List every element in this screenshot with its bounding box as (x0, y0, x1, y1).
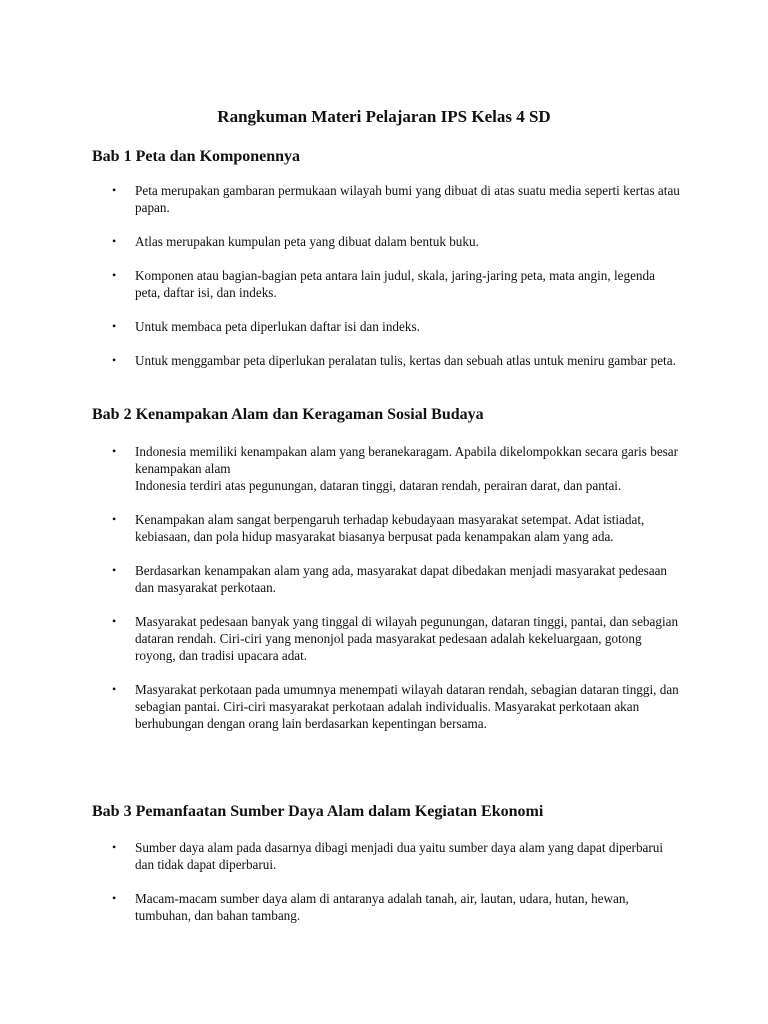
list-item-text: Masyarakat perkotaan pada umumnya menempati wilayah dataran rendah, sebagian dataran tinggi, dan sebagian pantai. Ciri-ciri masyarakat perkotaan adalah individualis. Masyarakat perkotaan akan berhubungan dengan orang lain berdasarkan kepentingan bersama. (135, 682, 679, 731)
list-item-text: Sumber daya alam pada dasarnya dibagi menjadi dua yaitu sumber daya alam yang dapat diperbarui dan tidak dapat diperbarui. (135, 840, 664, 872)
list-item (92, 352, 682, 369)
chapter-3-list (92, 839, 682, 924)
bullet-icon: • (112, 614, 117, 628)
bullet-icon: • (112, 183, 117, 197)
chapter-heading-2: Bab 2 Kenampakan Alam dan Keragaman Sosial Budaya (92, 406, 484, 423)
bullet-icon: • (112, 234, 117, 248)
list-item (92, 511, 682, 545)
list-item-text: Peta merupakan gambaran permukaan wilayah bumi yang dibuat di atas suatu media seperti kertas atau papan. (135, 183, 680, 215)
list-item-text: Berdasarkan kenampakan alam yang ada, masyarakat dapat dibedakan menjadi masyarakat pedesaan dan masyarakat perkotaan. (135, 563, 668, 595)
list-item-text: Masyarakat pedesaan banyak yang tinggal di wilayah pegunungan, dataran tinggi, pantai, dan sebagian dataran rendah. Ciri-ciri yang menonjol pada masyarakat pedesaan adalah kekeluargaan, gotong royong, dan tradisi upacara adat. (135, 614, 679, 663)
list-item-text: Untuk membaca peta diperlukan daftar isi dan indeks. (135, 319, 420, 334)
bullet-icon: • (112, 682, 117, 696)
list-item (92, 562, 682, 596)
chapter-1-list (92, 182, 682, 369)
list-item (92, 267, 682, 301)
list-item-text: Indonesia memiliki kenampakan alam yang beranekaragam. Apabila dikelompokkan secara garis besar kenampakan alam (135, 444, 679, 476)
list-item (92, 839, 682, 873)
list-item-text: Macam-macam sumber daya alam di antaranya adalah tanah, air, lautan, udara, hutan, hewan, tumbuhan, dan bahan tambang. (135, 891, 629, 923)
chapter-heading-3: Bab 3 Pemanfaatan Sumber Daya Alam dalam Kegiatan Ekonomi (92, 803, 544, 820)
bullet-icon: • (112, 512, 117, 526)
list-item (92, 182, 682, 216)
list-item (92, 233, 682, 250)
bullet-icon: • (112, 563, 117, 577)
list-item (92, 613, 682, 664)
bullet-icon: • (112, 268, 117, 282)
list-item (92, 318, 682, 335)
chapter-heading-1: Bab 1 Peta dan Komponennya (92, 148, 301, 165)
list-item-continuation: Indonesia terdiri atas pegunungan, dataran tinggi, dataran rendah, perairan darat, dan pantai. (135, 478, 622, 493)
bullet-icon: • (112, 353, 117, 367)
bullet-icon: • (112, 319, 117, 333)
list-item (92, 681, 682, 732)
list-item-text: Untuk menggambar peta diperlukan peralatan tulis, kertas dan sebuah atlas untuk meniru gambar peta. (135, 353, 676, 368)
bullet-icon: • (112, 891, 117, 905)
list-item (92, 890, 682, 924)
document-title: Rangkuman Materi Pelajaran IPS Kelas 4 SD (217, 107, 551, 126)
list-item-text: Kenampakan alam sangat berpengaruh terhadap kebudayaan masyarakat setempat. Adat istiadat, kebiasaan, dan pola hidup masyarakat biasanya berpusat pada kenampakan alam yang ada. (135, 512, 645, 544)
list-item-text: Komponen atau bagian-bagian peta antara lain judul, skala, jaring-jaring peta, mata angin, legenda peta, daftar isi, dan indeks. (135, 268, 655, 300)
list-item-text: Atlas merupakan kumpulan peta yang dibuat dalam bentuk buku. (135, 234, 479, 249)
chapter-2-list (92, 443, 682, 732)
list-item (92, 443, 682, 494)
bullet-icon: • (112, 840, 117, 854)
bullet-icon: • (112, 444, 117, 458)
